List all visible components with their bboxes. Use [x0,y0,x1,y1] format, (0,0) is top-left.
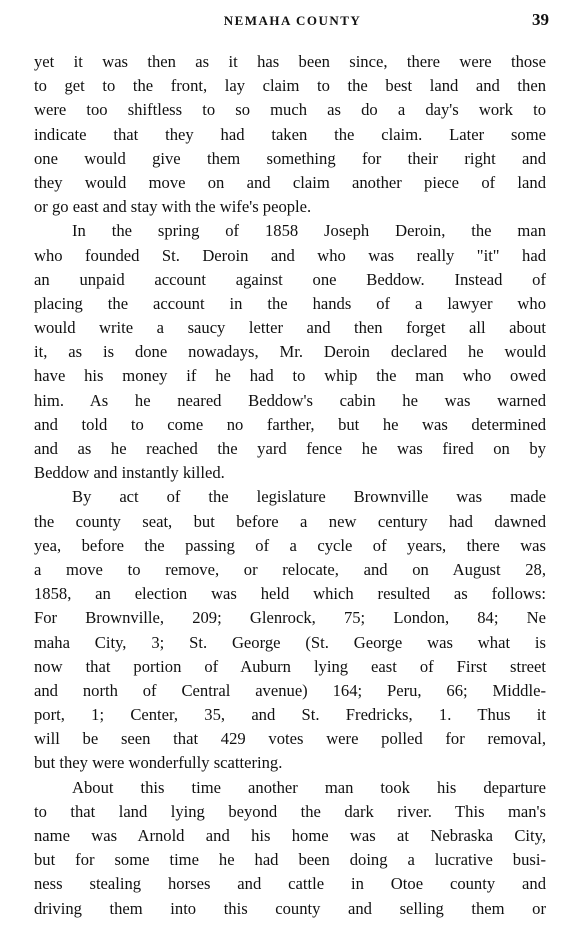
text-line: and told to come no farther, but he was determined [34,414,546,434]
text-line: to that land lying beyond the dark river. This man's [34,801,546,821]
text-line: Beddow and instantly killed. [34,463,225,483]
text-line: were too shiftless to so much as do a day's work to [34,100,546,120]
text-line: 1858, an election was held which resulted as follows: [34,584,546,604]
text-line: driving them into this county and selling them or [34,898,546,918]
text-line: port, 1; Center, 35, and St. Fredricks, 1. Thus it [34,705,546,725]
text-line: indicate that they had taken the claim. Later some [34,124,546,144]
text-line: but they were wonderfully scattering. [34,753,283,773]
text-line: maha City, 3; St. George (St. George was what is [34,632,546,652]
text-line: who founded St. Deroin and who was really "it" had [34,245,546,265]
text-line: will be seen that 429 votes were polled for removal, [34,729,546,749]
text-line: yet it was then as it has been since, there were those [34,52,546,71]
text-line: him. As he neared Beddow's cabin he was warned [34,390,546,410]
running-head: NEMAHA COUNTY [223,13,362,28]
text-line: or go east and stay with the wife's people. [34,197,312,217]
text-line: an unpaid account against one Beddow. Instead of [34,269,546,289]
text-line: placing the account in the hands of a lawyer who [34,293,546,313]
body-text [34,50,546,921]
text-line: yea, before the passing of a cycle of years, there was [34,535,546,555]
text-line: For Brownville, 209; Glenrock, 75; London, 84; Ne [34,608,546,628]
text-line: would write a saucy letter and then forget all about [34,318,546,338]
text-line: and as he reached the yard fence he was fired on by [34,439,546,458]
text-line: name was Arnold and his home was at Nebraska City, [34,826,546,845]
text-line: have his money if he had to whip the man who owed [34,366,546,386]
text-line: By act of the legislature Brownville was made [72,487,546,507]
text-line: now that portion of Auburn lying east of First street [34,656,546,676]
page-header [34,10,551,32]
text-line: the county seat, but before a new century had dawned [34,511,546,531]
text-line: a move to remove, or relocate, and on August 28, [34,559,546,579]
text-line: they would move on and claim another piece of land [34,172,546,192]
text-line: but for some time he had been doing a lucrative busi- [34,850,546,870]
text-line: to get to the front, lay claim to the best land and then [34,76,546,96]
text-line: it, as is done nowadays, Mr. Deroin declared he would [34,342,546,362]
text-line: and north of Central avenue) 164; Peru, 66; Middle- [34,680,546,700]
text-line: In the spring of 1858 Joseph Deroin, the man [72,221,546,241]
text-line: one would give them something for their right and [34,148,546,168]
text-line: About this time another man took his departure [72,777,546,797]
text-line: ness stealing horses and cattle in Otoe county and [34,874,546,894]
page-number: 39 [532,10,549,29]
